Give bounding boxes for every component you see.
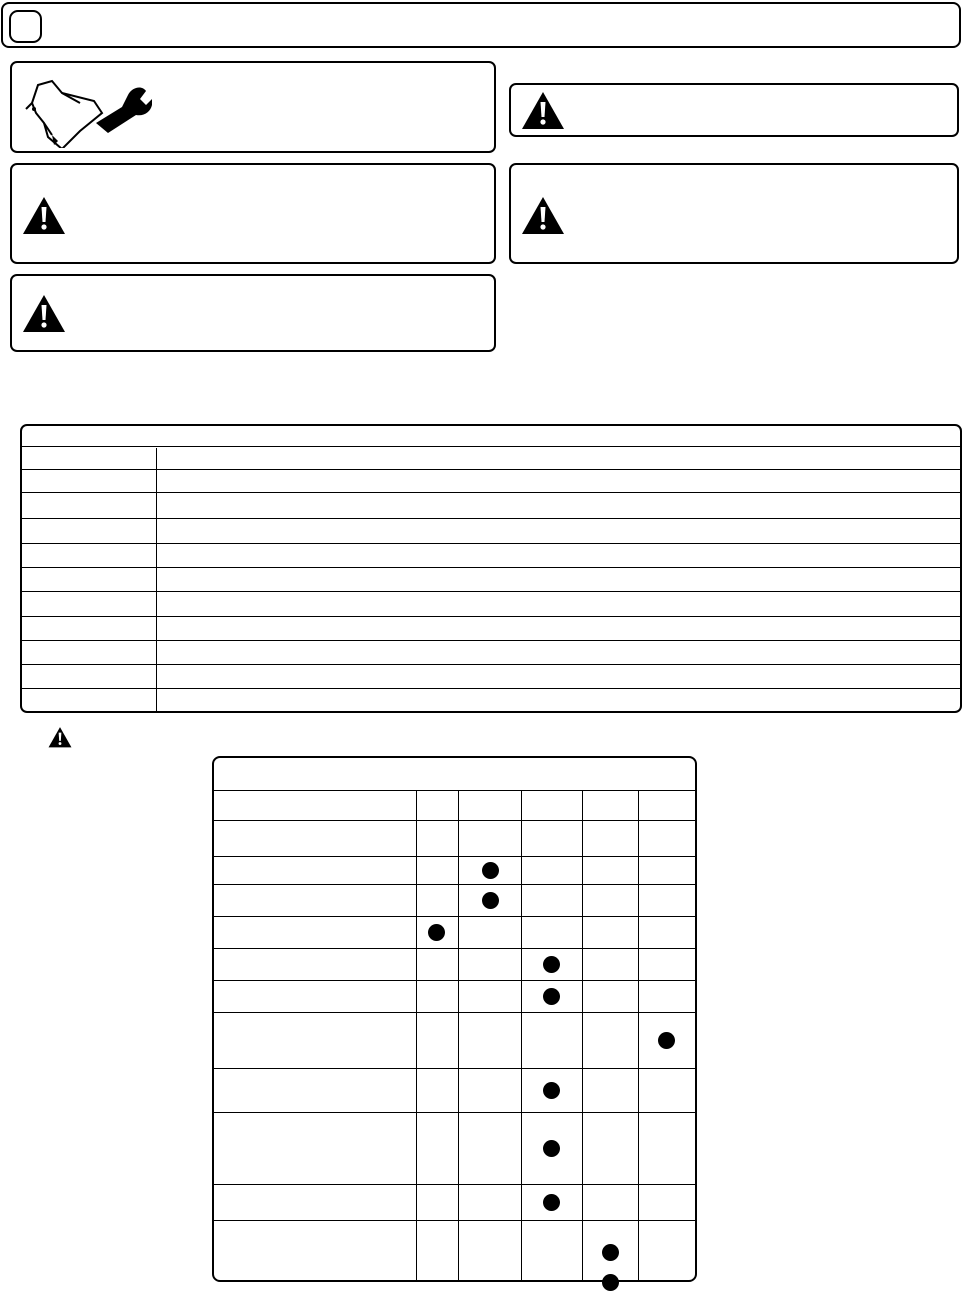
table-row bbox=[22, 543, 960, 544]
schedule-mark-dot bbox=[602, 1274, 619, 1291]
warning-triangle-icon bbox=[521, 90, 565, 130]
schedule-mark-dot bbox=[658, 1032, 675, 1049]
warning-triangle-icon bbox=[22, 195, 66, 235]
table-row bbox=[22, 664, 960, 665]
table-row bbox=[22, 492, 960, 493]
schedule-mark-dot bbox=[428, 924, 445, 941]
table-column-divider bbox=[416, 790, 417, 1280]
schedule-mark-dot bbox=[602, 1244, 619, 1261]
schedule-mark-dot bbox=[482, 862, 499, 879]
table-row bbox=[22, 567, 960, 568]
warning-notice-2 bbox=[10, 163, 496, 264]
table-row bbox=[214, 1184, 695, 1185]
schedule-mark-dot bbox=[543, 1194, 560, 1211]
schedule-mark-dot bbox=[482, 892, 499, 909]
wrench-hand-icon bbox=[22, 73, 152, 148]
table-column-divider bbox=[458, 790, 459, 1280]
table-row bbox=[22, 640, 960, 641]
table-column-divider bbox=[638, 790, 639, 1280]
table-row bbox=[22, 518, 960, 519]
table-row bbox=[214, 884, 695, 885]
table-row bbox=[214, 948, 695, 949]
warning-notice-3 bbox=[509, 163, 959, 264]
table-row bbox=[22, 616, 960, 617]
schedule-grid bbox=[214, 758, 695, 1280]
table-row bbox=[22, 591, 960, 592]
spec-table-divider bbox=[156, 448, 157, 711]
table-row bbox=[214, 1220, 695, 1221]
table-row bbox=[214, 790, 695, 791]
table-row bbox=[22, 688, 960, 689]
warning-triangle-icon bbox=[22, 293, 66, 333]
table-row bbox=[22, 446, 960, 447]
maintenance-notice bbox=[10, 61, 496, 153]
table-row bbox=[22, 469, 960, 470]
table-row bbox=[214, 820, 695, 821]
schedule-mark-dot bbox=[543, 1140, 560, 1157]
warning-notice-1 bbox=[509, 83, 959, 137]
warning-triangle-icon bbox=[521, 195, 565, 235]
schedule-mark-dot bbox=[543, 988, 560, 1005]
header-bar bbox=[1, 2, 961, 48]
spec-table bbox=[20, 424, 962, 713]
schedule-mark-dot bbox=[543, 1082, 560, 1099]
table-row bbox=[214, 980, 695, 981]
schedule-table bbox=[212, 756, 697, 1282]
table-row bbox=[214, 916, 695, 917]
table-row bbox=[214, 1112, 695, 1113]
table-column-divider bbox=[582, 790, 583, 1280]
table-row bbox=[214, 1068, 695, 1069]
table-row bbox=[214, 1012, 695, 1013]
schedule-mark-dot bbox=[543, 956, 560, 973]
warning-notice-4 bbox=[10, 274, 496, 352]
section-badge bbox=[9, 10, 42, 43]
table-column-divider bbox=[521, 790, 522, 1280]
warning-triangle-icon bbox=[48, 726, 72, 748]
table-row bbox=[214, 856, 695, 857]
